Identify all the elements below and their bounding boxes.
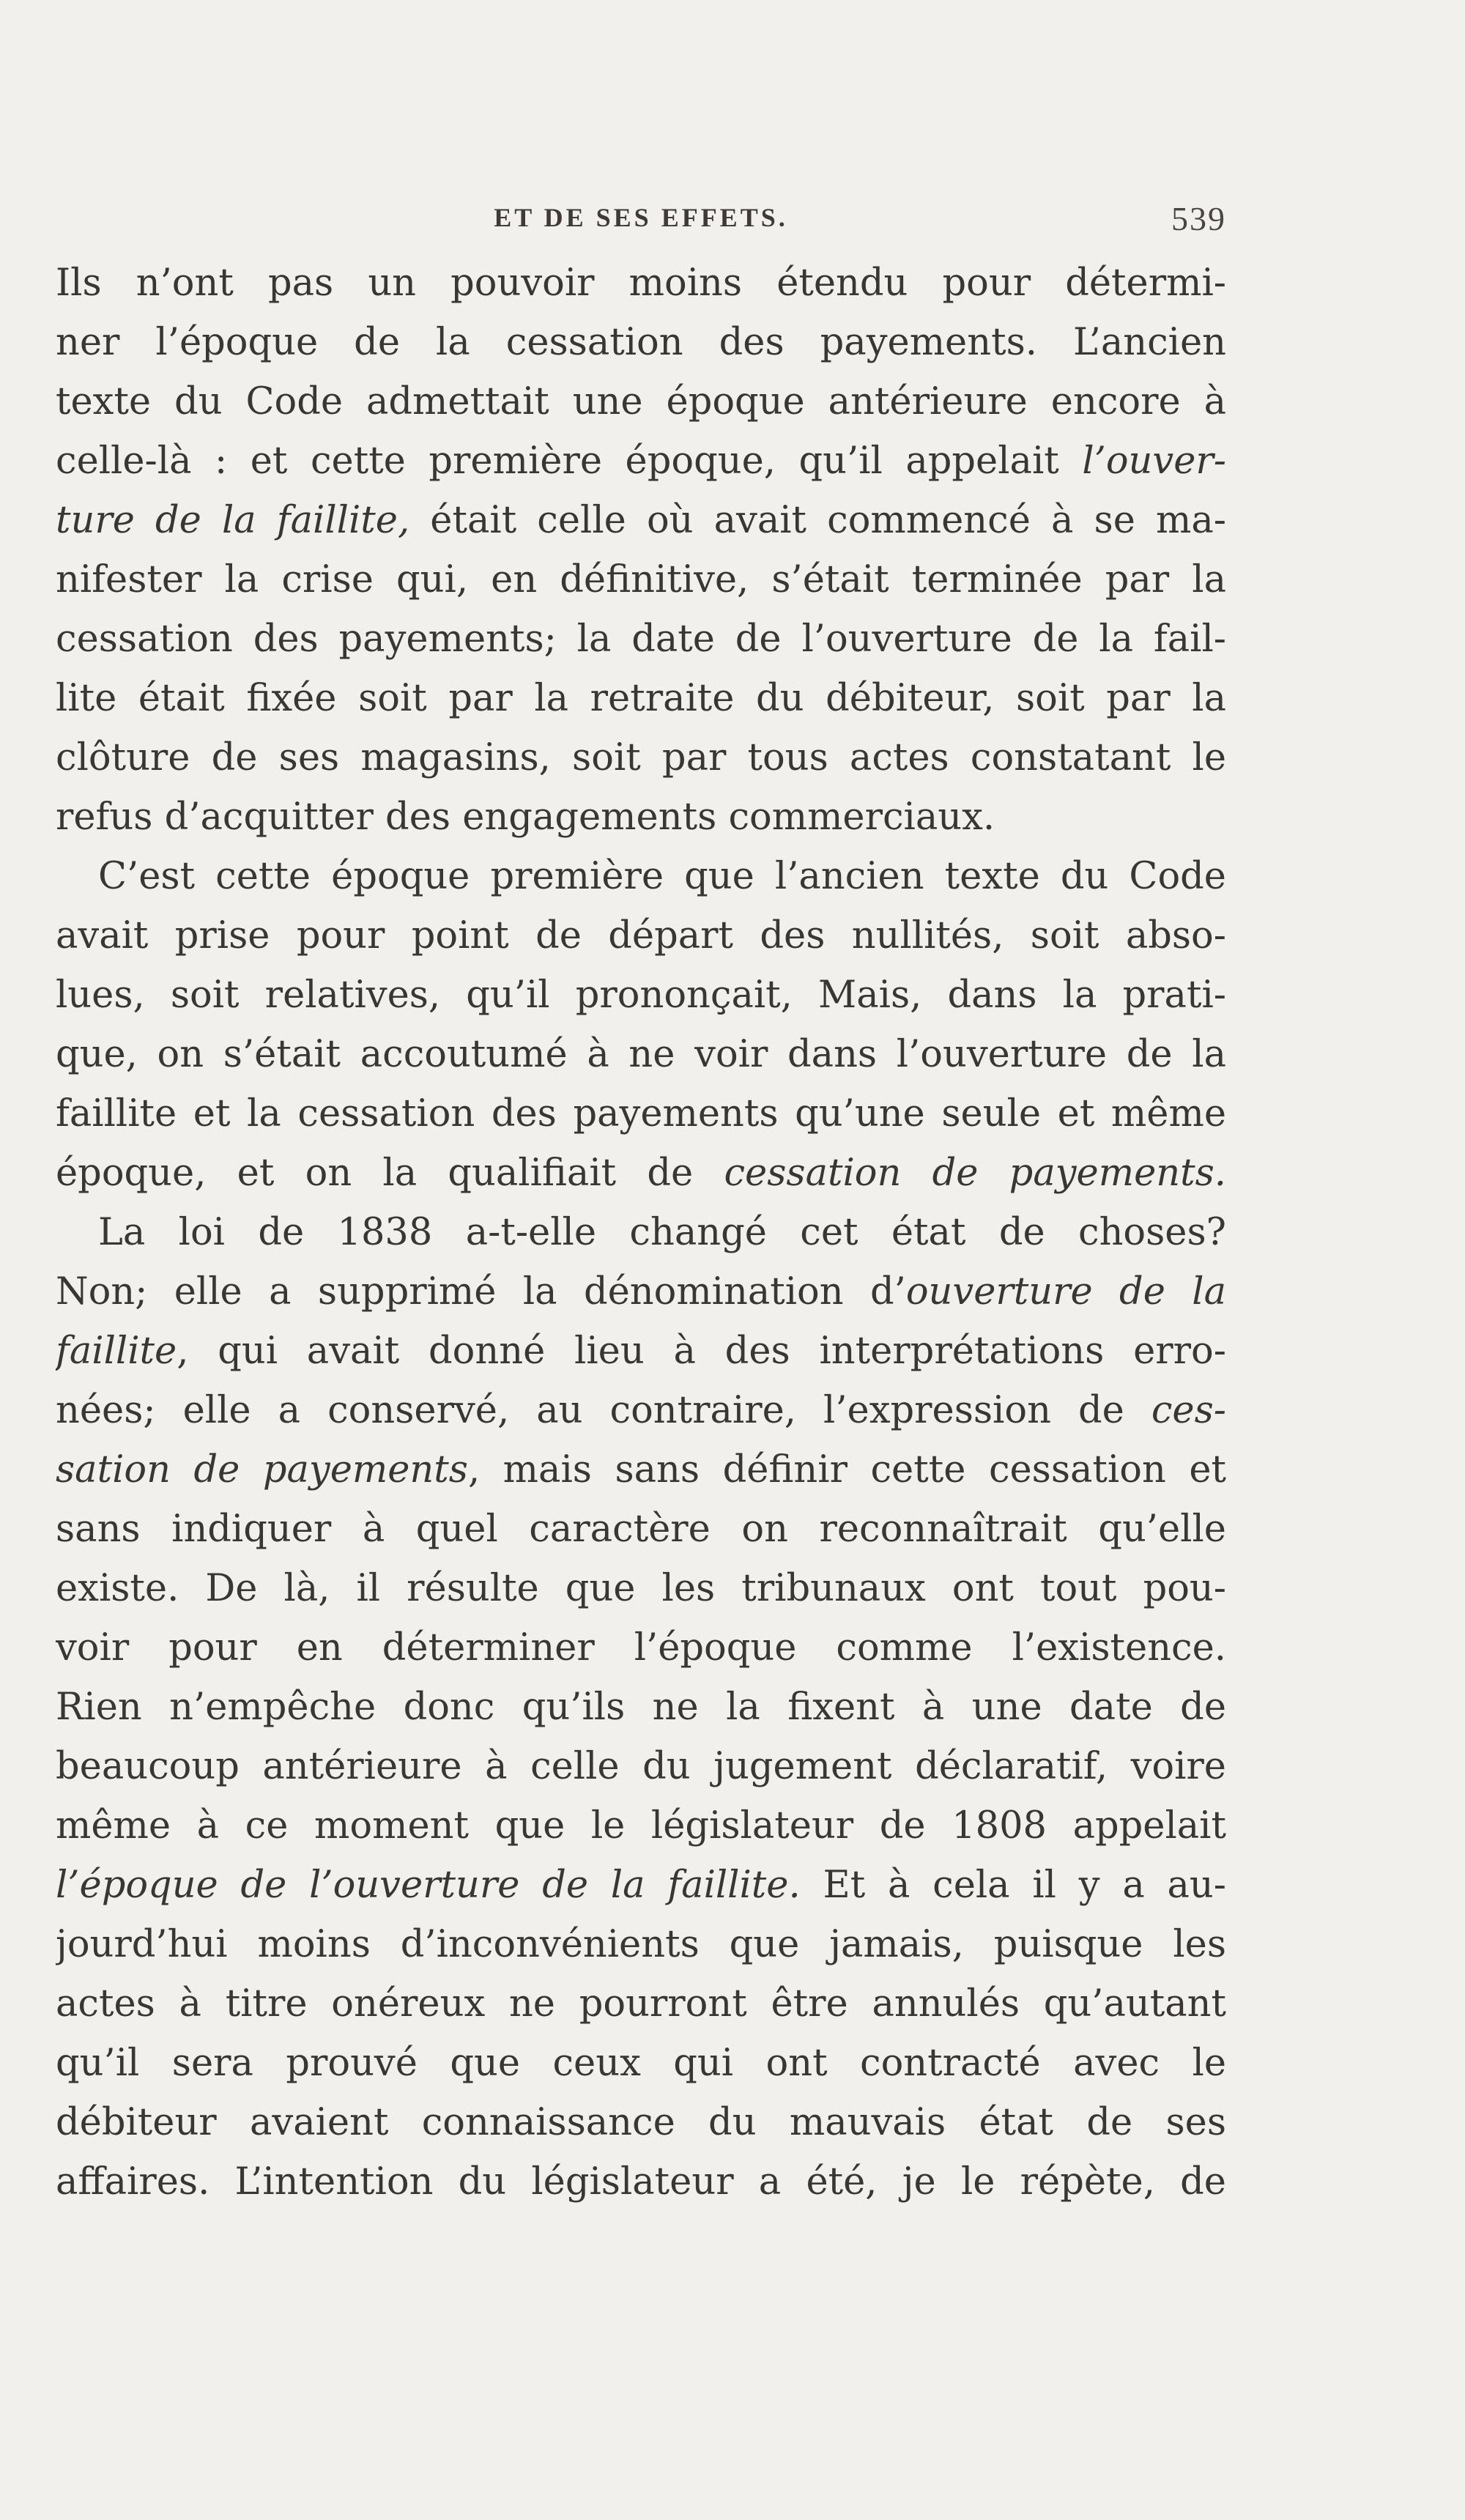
italic-phrase: ouverture de la [905,1270,1226,1313]
text-line-16: époque, et on la qualifiait de cessation de payements. [56,1152,1226,1195]
text-line-20: nées; elle a conservé, au contraire, l’expression de ces- [56,1389,1226,1432]
text-line-15: faillite et la cessation des payements qu’une seule et même [56,1092,1226,1135]
text-line-23: existe. De là, il résulte que les tribunaux ont tout pou- [56,1567,1226,1610]
text-line-4: celle-là : et cette première époque, qu’il appelait l’ouver- [56,440,1226,483]
text-line-31: qu’il sera prouvé que ceux qui ont contracté avec le [56,2042,1226,2085]
text-line-24: voir pour en déterminer l’époque comme l’existence. [56,1626,1226,1670]
text-line-27: même à ce moment que le législateur de 1808 appelait [56,1804,1226,1848]
text-line-30: actes à titre onéreux ne pourront être annulés qu’autant [56,1982,1226,2026]
italic-phrase: ture de la faillite, [56,499,410,542]
text-line-19: faillite, qui avait donné lieu à des interprétations erro- [56,1330,1226,1373]
text-line-10: refus d’acquitter des engagements commerciaux. [56,796,995,839]
text-line-26: beaucoup antérieure à celle du jugement déclaratif, voire [56,1745,1226,1788]
text-line-32: débiteur avaient connaissance du mauvais état de ses [56,2101,1226,2144]
text-line-5: ture de la faillite, était celle où avait commencé à se ma- [56,499,1226,542]
italic-phrase: sation de payements [56,1448,468,1491]
body-text [56,253,1226,2212]
text-line-18: Non; elle a supprimé la dénomination d’ouverture de la [56,1270,1226,1313]
text-line-29: jourd’hui moins d’inconvénients que jamais, puisque les [56,1923,1226,1966]
text-line-14: que, on s’était accoutumé à ne voir dans l’ouverture de la [56,1033,1226,1076]
text-line-9: clôture de ses magasins, soit par tous actes constatant le [56,736,1226,779]
text-line-6: nifester la crise qui, en définitive, s’était terminée par la [56,558,1226,601]
text-line-11: C’est cette époque première que l’ancien texte du Code [98,855,1226,898]
text-line-28: l’époque de l’ouverture de la faillite. Et à cela il y a au- [56,1864,1226,1907]
text-line-25: Rien n’empêche donc qu’ils ne la fixent à une date de [56,1686,1226,1729]
text-line-1: Ils n’ont pas un pouvoir moins étendu pour détermi- [56,262,1226,305]
text-line-3: texte du Code admettait une époque antérieure encore à [56,380,1226,423]
italic-phrase: ces- [1151,1389,1226,1432]
page-header [56,202,1226,246]
text-line-8: lite était fixée soit par la retraite du débiteur, soit par la [56,677,1226,720]
text-line-21: sation de payements, mais sans définir cette cessation et [56,1448,1226,1491]
text-line-22: sans indiquer à quel caractère on reconnaîtrait qu’elle [56,1508,1226,1551]
page-number: 539 [1171,200,1226,237]
italic-phrase: faillite [56,1330,177,1373]
italic-phrase: l’ouver- [1082,440,1226,483]
text-line-17: La loi de 1838 a-t-elle changé cet état de choses? [98,1211,1226,1254]
text-line-13: lues, soit relatives, qu’il prononçait, Mais, dans la prati- [56,974,1226,1017]
text-line-2: ner l’époque de la cessation des payements. L’ancien [56,321,1226,364]
italic-phrase: cessation de payements. [724,1152,1226,1195]
running-title: ET DE SES EFFETS. [494,203,788,232]
text-line-12: avait prise pour point de départ des nullités, soit abso- [56,914,1226,957]
italic-phrase: l’époque de l’ouverture de la faillite. [56,1864,801,1907]
text-line-33: affaires. L’intention du législateur a été, je le répète, de [56,2160,1226,2204]
text-line-7: cessation des payements; la date de l’ouverture de la fail- [56,618,1226,661]
